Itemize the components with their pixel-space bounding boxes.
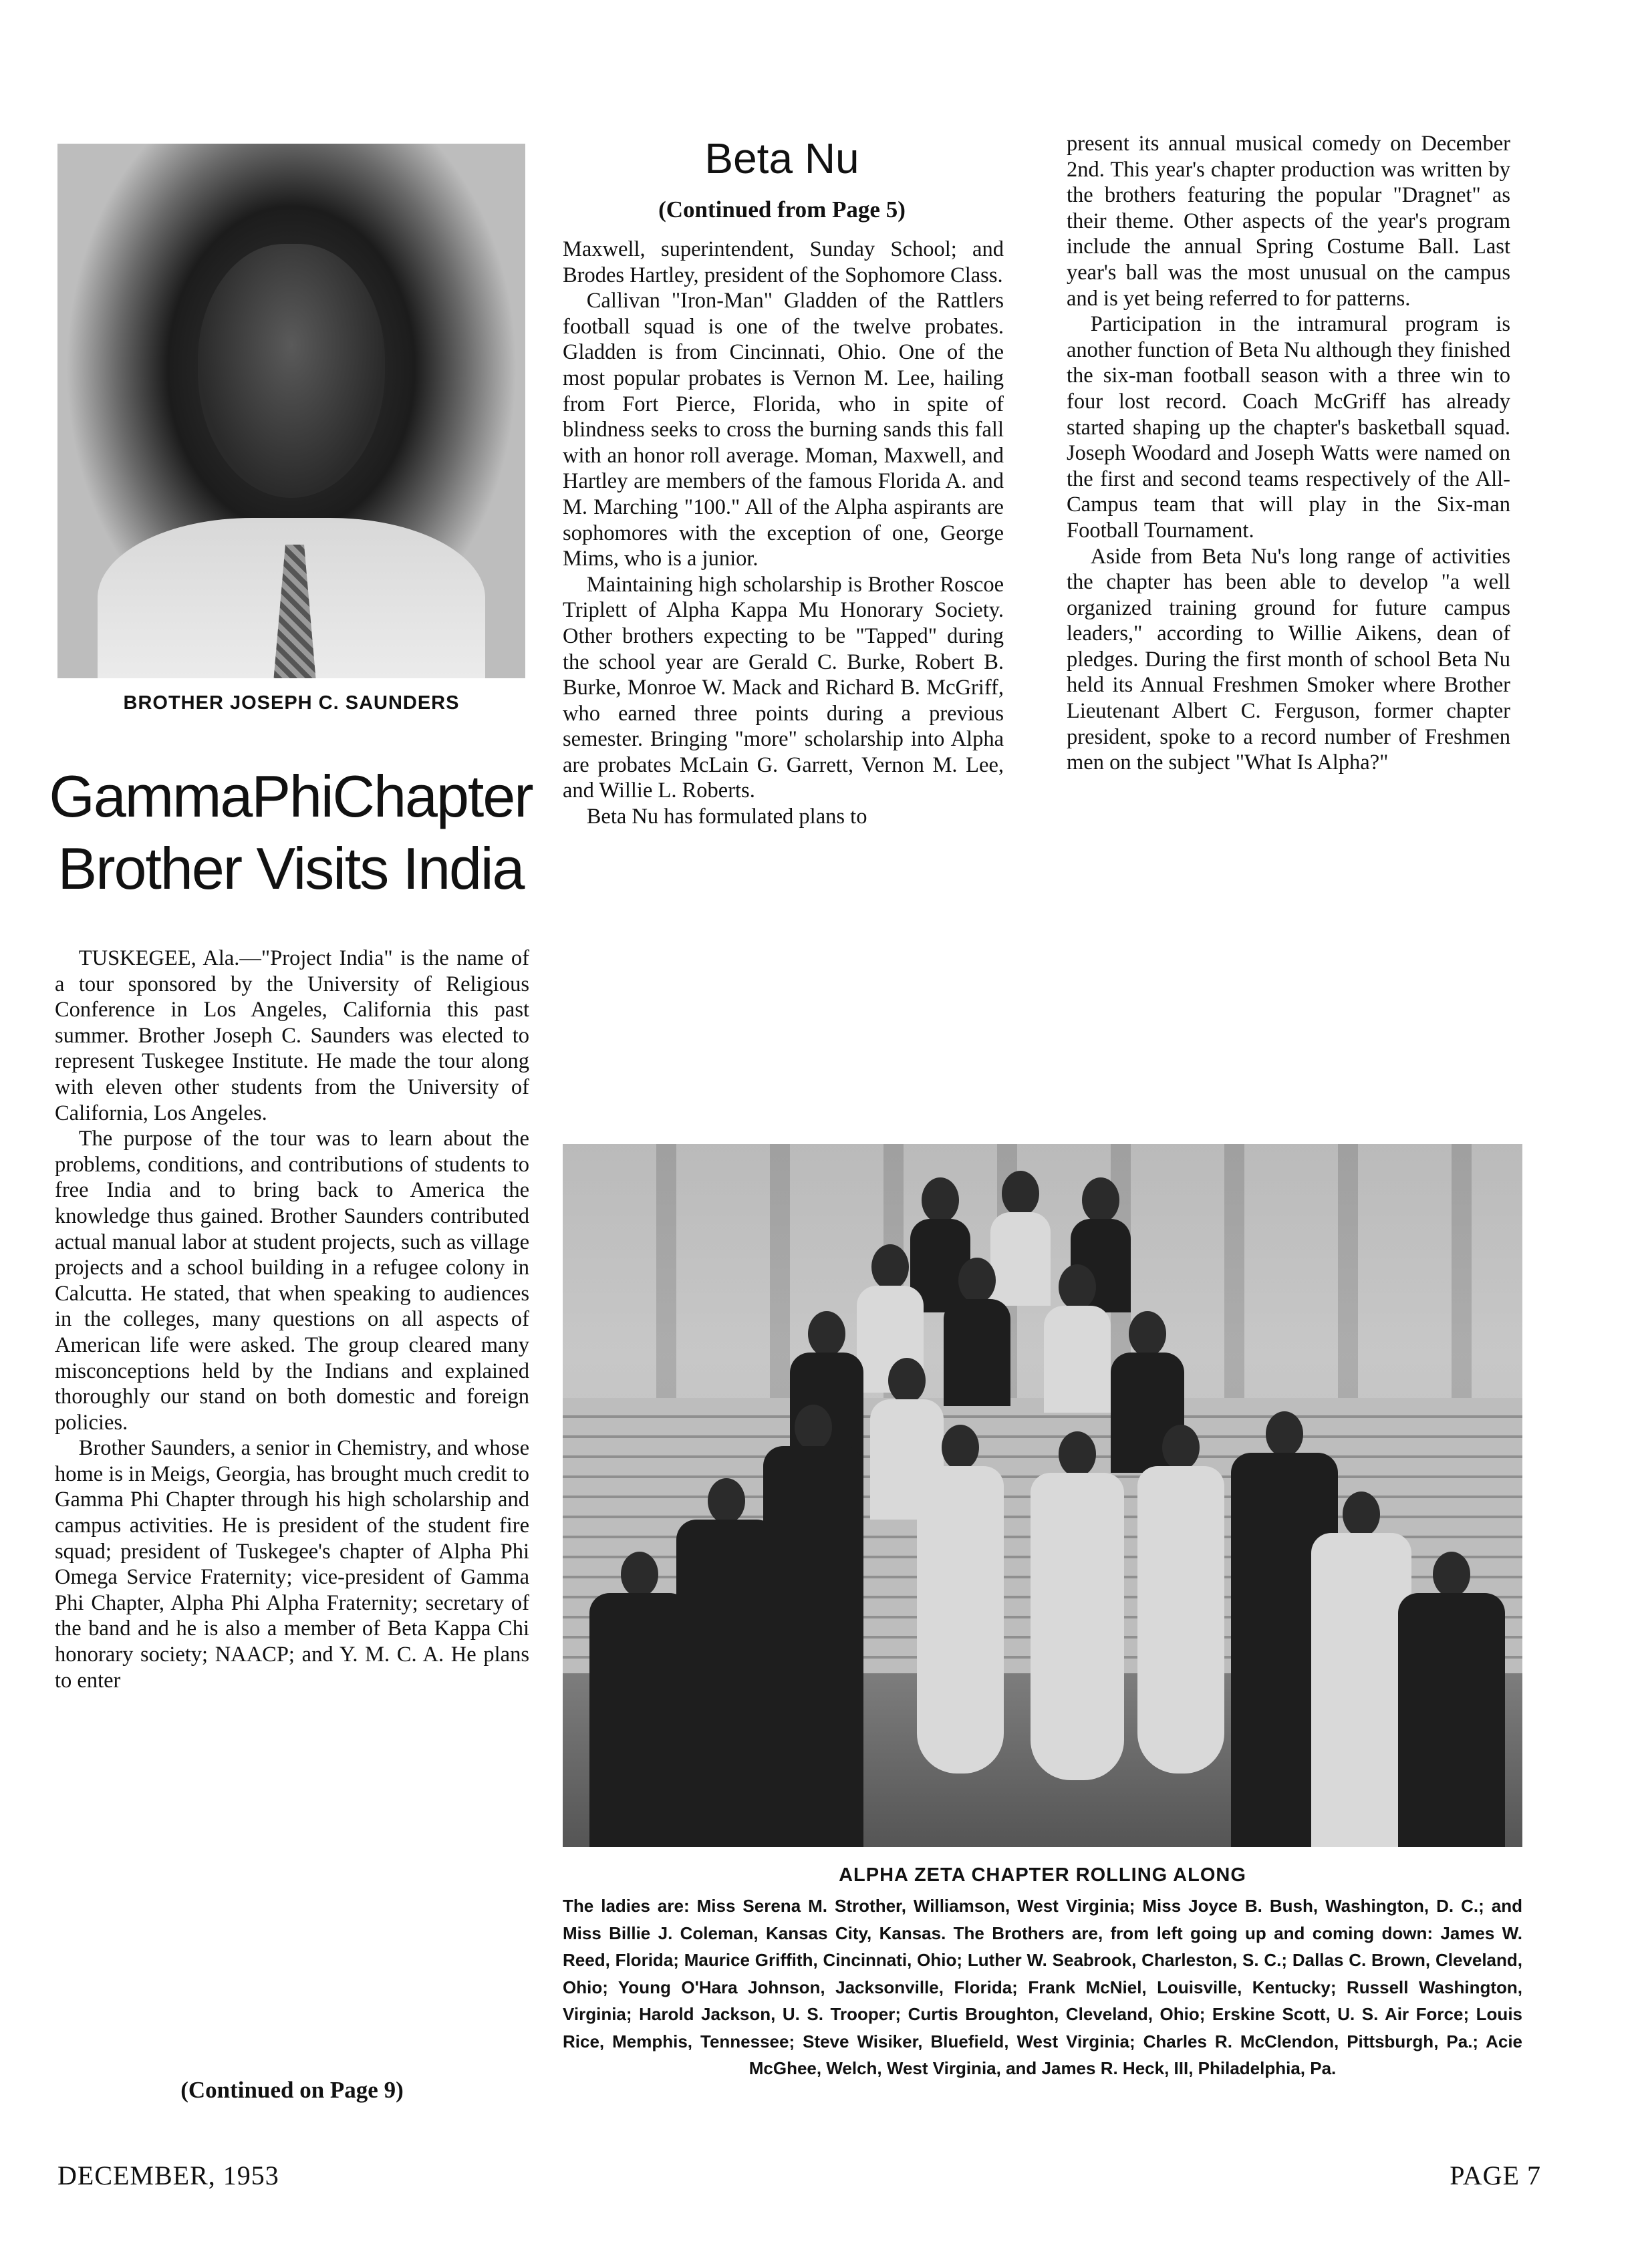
lady-figure (1031, 1431, 1124, 1779)
continued-from-note: (Continued from Page 5) (658, 196, 906, 223)
headline-line-2: Brother Visits India (57, 835, 524, 901)
article-paragraph: Brother Saunders, a senior in Chemistry, and whose home is in Meigs, Georgia, has brought much credit to Gamma Phi Chapter through his high scholarship and campus activities. He is president of the student fire squad; president of Tuskegee's chapter of Alpha Phi Omega Service Fraternity; vice-president of Gamma Phi Chapter, Alpha Phi Alpha Fraternity; secretary of the band and he is also a member of Beta Kappa Chi honorary society; NAACP; and Y. M. C. A. He plans to enter (55, 1436, 529, 1693)
group-member (1311, 1492, 1411, 1847)
portrait-face (198, 244, 385, 498)
group-photo (563, 1144, 1522, 1847)
left-article-body (55, 946, 529, 1693)
headline (40, 760, 541, 905)
article-paragraph: Maintaining high scholarship is Brother Roscoe Triplett of Alpha Kappa Mu Honorary Society. Other brothers expecting to be "Tapped" during the school year are Gerald C. Burke, Robert B. Burke, Monroe W. Mack and Richard B. McGriff, who earned three points during a previous semester. Bringing "more" scholarship into Alpha are probates McLain G. Garrett, Vernon M. Lee, and Willie L. Roberts. (563, 572, 1004, 803)
article-paragraph: TUSKEGEE, Ala.—"Project India" is the name of a tour sponsored by the University of Religious Conference in Los Angeles, California this past summer. Brother Joseph C. Saunders was elected to represent Tuskegee Institute. He made the tour along with eleven other students from the University of California, Los Angeles. (55, 946, 529, 1125)
lady-figure (917, 1425, 1004, 1772)
article-paragraph: The purpose of the tour was to learn about the problems, conditions, and contributions of students to free India and to bring back to America the knowledge thus gained. Brother Saunders contributed actual manual labor at student projects, such as village projects and a school building in a refugee colony in Calcutta. He stated, that when speaking to audiences in the colleges, many questions on all aspects of American life were asked. The group cleared many misconceptions held by the Indians and explained thoroughly our stand on both domestic and foreign policies. (55, 1127, 529, 1435)
group-member (1044, 1264, 1111, 1411)
group-member (944, 1258, 1010, 1405)
footer-page-number: PAGE 7 (1450, 2160, 1541, 2190)
article-paragraph: present its annual musical comedy on December 2nd. This year's chapter production was written by the brothers featuring the popular "Dragnet" as their theme. Other aspects of the year's program include the annual Spring Costume Ball. Last year's ball was the most unusual on the campus and is yet being referred to for patterns. (1067, 132, 1510, 311)
article-paragraph: Maxwell, superintendent, Sunday School; and Brodes Hartley, president of the Sophomore Class. (563, 237, 1004, 287)
group-member (763, 1405, 863, 1846)
article-paragraph: Beta Nu has formulated plans to (586, 805, 867, 829)
photo-caption: The ladies are: Miss Serena M. Strother, Williamson, West Virginia; Miss Joyce B. Bush, Washington, D. C.; and Miss Billie J. Coleman, Kansas City, Kansas. The Brothers are, from left going up and coming down: James W. Reed, Florida; Maurice Griffith, Cincinnati, Ohio; Luther W. Seabrook, Charleston, S. C.; Dallas C. Brown, Cleveland, Ohio; Young O'Hara Johnson, Jacksonville, Florida; Frank McNiel, Louisville, Kentucky; Russell Washington, Virginia; Harold Jackson, U. S. Trooper; Curtis Broughton, Cleveland, Ohio; Erskine Scott, U. S. Air Force; Louis Rice, Memphis, Tennessee; Steve Wisiker, Bluefield, West Virginia; Charles R. McClendon, Pittsburgh, Pa.; Acie McGhee, Welch, West Virginia, and James R. Heck, III, Philadelphia, Pa. (563, 1896, 1522, 2078)
continued-on-note: (Continued on Page 9) (180, 2077, 404, 2103)
beta-nu-column-2 (563, 237, 1004, 830)
beta-nu-title: Beta Nu (704, 134, 859, 182)
group-member (1398, 1552, 1505, 1847)
article-paragraph: Callivan "Iron-Man" Gladden of the Rattlers football squad is one of the twelve probates. Gladden is from Cincinnati, Ohio. One of the most popular probates is Vernon M. Lee, hailing from Fort Pierce, Florida, who in spite of blindness seeks to cross the burning sands this fall with an honor roll average. Moman, Maxwell, and Hartley are members of the famous Florida A. and M. Marching "100." All of the Alpha aspirants are sophomores with the exception of one, George Mims, who is a junior. (563, 289, 1004, 571)
photo-title: ALPHA ZETA CHAPTER ROLLING ALONG (839, 1864, 1246, 1886)
group-member (676, 1478, 777, 1847)
beta-nu-column-3 (1067, 131, 1510, 776)
headline-line-1: GammaPhiChapter (49, 763, 533, 829)
footer-date: DECEMBER, 1953 (57, 2160, 279, 2190)
group-member (589, 1552, 690, 1847)
article-paragraph: Participation in the intramural program is another function of Beta Nu although they finished the six-man football season with a three win to four lost record. Coach McGriff has already started shaping up the chapter's basketball squad. Joseph Woodard and Joseph Watts were named on the first and second teams respectively of the All-Campus team that will play in the Six-man Football Tournament. (1067, 312, 1510, 543)
article-paragraph: Aside from Beta Nu's long range of activities the chapter has been able to develop "a well organized training ground for future campus leaders," according to Willie Aikens, dean of pledges. During the first month of school Beta Nu held its Annual Freshmen Smoker where Brother Lieutenant Albert C. Ferguson, former chapter president, spoke to a record number of Freshmen men on the subject "What Is Alpha?" (1067, 544, 1510, 775)
portrait-photo (57, 144, 525, 678)
portrait-caption: BROTHER JOSEPH C. SAUNDERS (123, 692, 460, 714)
lady-figure (1137, 1425, 1224, 1772)
